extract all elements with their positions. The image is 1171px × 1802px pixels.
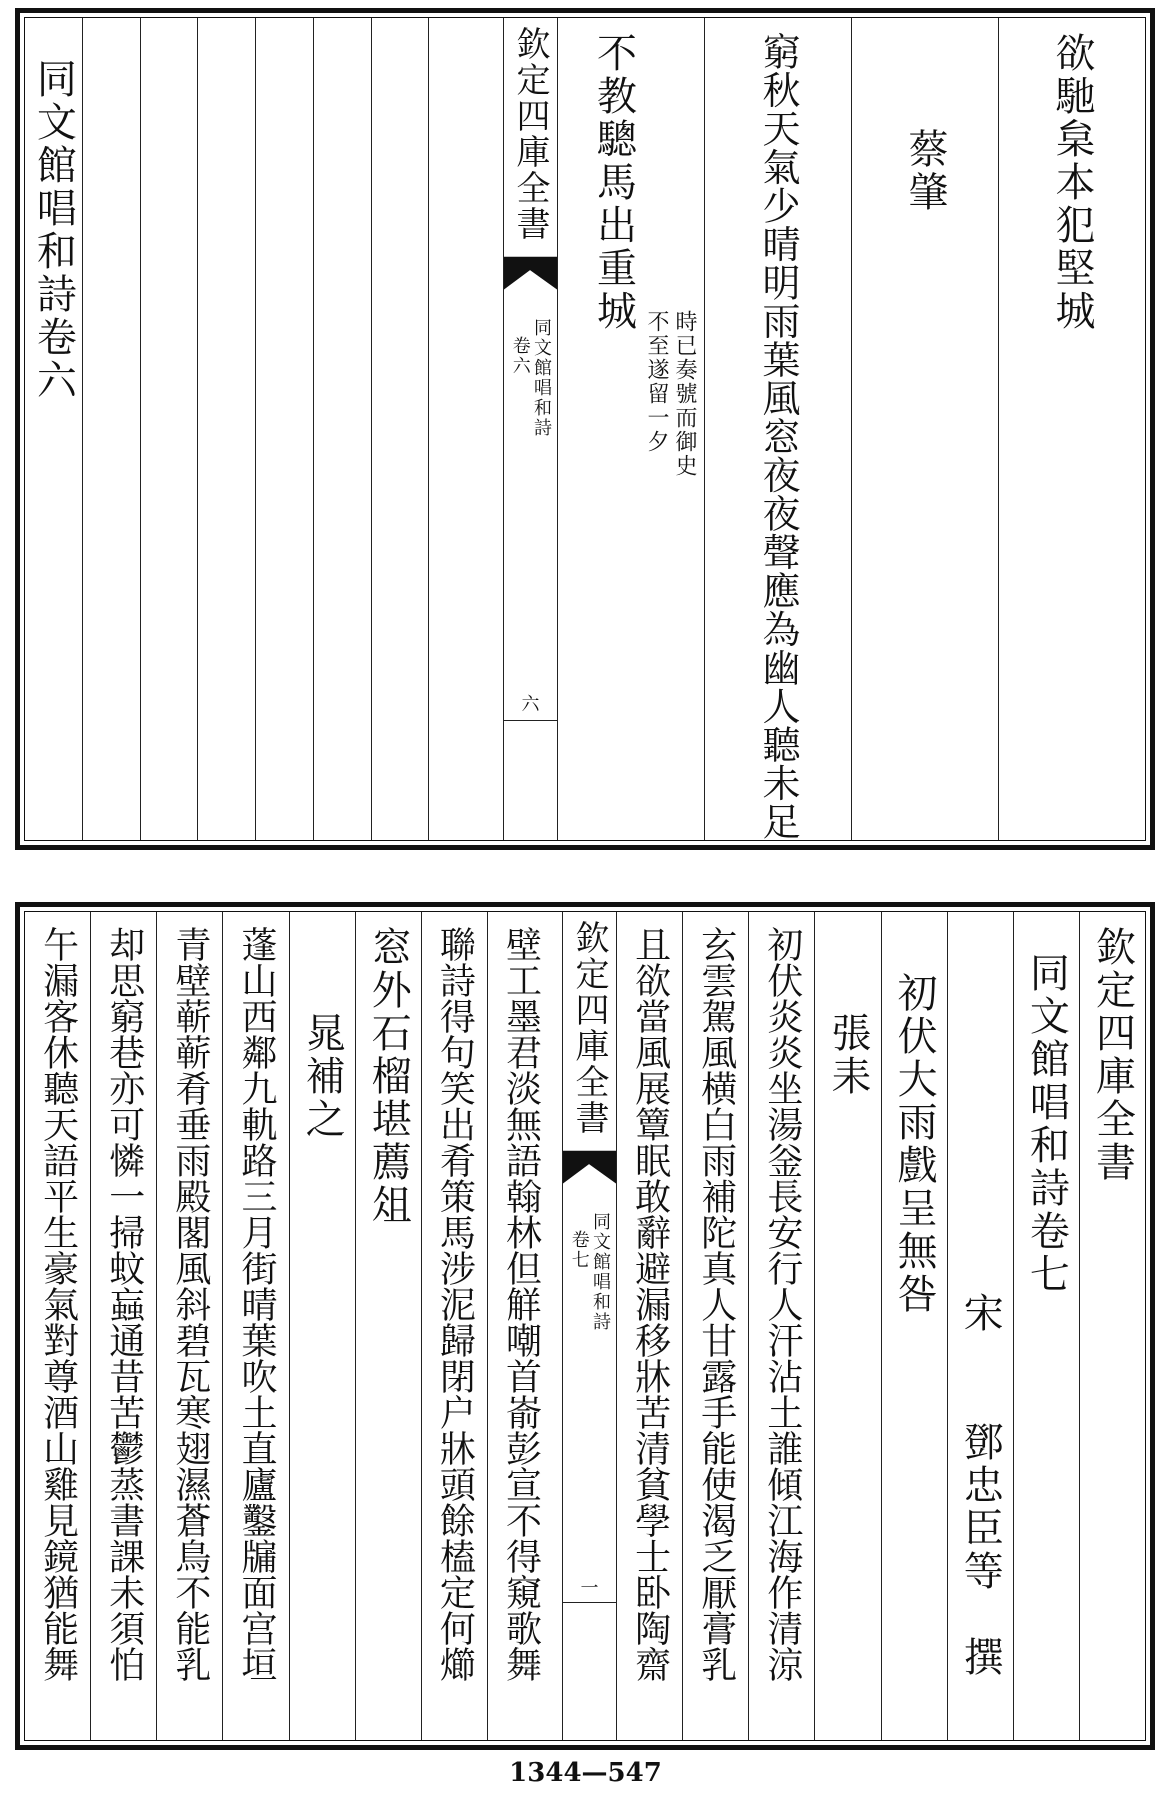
annotation-note: 時已奏號而御史: [672, 310, 697, 478]
text-column: [851, 18, 998, 840]
column-text: 初伏炎炎坐湯釡長安行人汗沾土誰傾江海作清涼: [761, 926, 803, 1682]
text-column: [558, 18, 704, 840]
text-column: [25, 18, 82, 840]
fold-strip: [562, 912, 617, 1740]
text-column: [25, 912, 90, 1740]
text-column: [814, 912, 880, 1740]
fold-divider: [563, 1602, 616, 1603]
text-column: [947, 912, 1013, 1740]
author-name: 張耒: [824, 1012, 871, 1098]
fold-volume: 卷六: [509, 336, 531, 376]
fold-volume: 卷七: [568, 1230, 590, 1270]
text-column: [682, 912, 748, 1740]
text-column: [197, 18, 255, 840]
fold-strip: [503, 18, 558, 840]
top-page-inner: [24, 17, 1146, 841]
text-column: [313, 18, 371, 840]
text-column: [82, 18, 140, 840]
text-column: [289, 912, 355, 1740]
text-column: [140, 18, 198, 840]
volume-title: 同文館唱和詩卷七: [1023, 952, 1070, 1296]
bottom-left-columns: [25, 912, 553, 1740]
bottom-right-columns: [617, 912, 1145, 1740]
bottom-page-inner: [24, 911, 1146, 1741]
column-text: 不教驄馬出重城: [590, 32, 637, 333]
text-column: [255, 18, 313, 840]
fishtail-mark-icon: [504, 256, 557, 294]
book-heading: 欽定四庫全書: [1089, 926, 1136, 1184]
fold-page-number: 一: [580, 1578, 599, 1599]
author-name: 蔡肇: [902, 128, 948, 214]
column-text: 午漏客休聽天語平生豪氣對尊酒山雞見鏡猶能舞: [37, 926, 79, 1682]
text-column: [617, 912, 682, 1740]
text-column: [156, 912, 222, 1740]
text-column: [371, 18, 429, 840]
bottom-page-frame: [15, 902, 1155, 1750]
column-text: 壁工墨君淡無語翰林但觧嘲首嵛彭宣不得窺歌舞: [500, 926, 542, 1682]
fishtail-mark-icon: [563, 1150, 616, 1188]
fold-subtitle: 同文館唱和詩: [531, 318, 552, 438]
fold-divider: [504, 720, 557, 721]
text-column: [1079, 912, 1145, 1740]
text-column: [748, 912, 814, 1740]
annotation-note: 不至遂留一夕: [644, 310, 669, 454]
text-column: [222, 912, 288, 1740]
column-text: 欲馳枲本犯堅城: [1049, 32, 1095, 333]
column-text: 聯詩得句笑出肴策馬涉泥歸閉户牀頭餘榼定何㸅: [434, 926, 476, 1682]
top-page-frame: [15, 8, 1155, 850]
column-text: 窮秋天氣少晴明雨葉風窓夜夜聲應為幽人聽未足: [756, 32, 800, 841]
volume-end-title: 同文館唱和詩卷六: [30, 58, 77, 402]
fold-page-number: 六: [521, 694, 540, 715]
fold-subtitle: 同文館唱和詩: [590, 1212, 611, 1332]
text-column: [428, 18, 486, 840]
column-text: 且欲當風展簟眠敢辭避漏移牀苦清貧學士卧陶齋: [629, 926, 671, 1682]
text-column: [1013, 912, 1079, 1740]
column-text: 青壁蕲蕲肴垂雨殿閣風斜碧瓦寒翅濕蒼鳥不能乳: [169, 926, 211, 1682]
compiler-credit: 宋 鄧忠臣等 撰: [957, 1292, 1004, 1679]
text-column: [998, 18, 1145, 840]
column-text: 蓬山西鄰九軌路三月街晴葉吹土直廬鑿牖面宫垣: [235, 926, 277, 1682]
text-column: [90, 912, 156, 1740]
page-reference-number: 1344—547: [509, 1758, 662, 1788]
text-column: [487, 912, 553, 1740]
poem-title: 初伏大雨戲呈無咎: [891, 972, 938, 1316]
book-title: 欽定四庫全書: [569, 920, 609, 1136]
text-column: [704, 18, 851, 840]
top-left-columns: [25, 18, 486, 840]
author-name: 晁補之: [299, 1012, 346, 1141]
text-column: [355, 912, 421, 1740]
column-text: 却思窮巷亦可憐一掃蚊蝱通昔苦鬱蒸書課未須怕: [103, 926, 145, 1682]
column-text: 窓外石榴堪薦俎: [365, 926, 412, 1227]
book-title: 欽定四庫全書: [510, 26, 550, 242]
column-text: 玄雲駕風横白雨補陀真人甘露手能使渴乏厭膏乳: [695, 926, 737, 1682]
text-column: [881, 912, 947, 1740]
top-right-columns: [558, 18, 1145, 840]
text-column: [421, 912, 487, 1740]
